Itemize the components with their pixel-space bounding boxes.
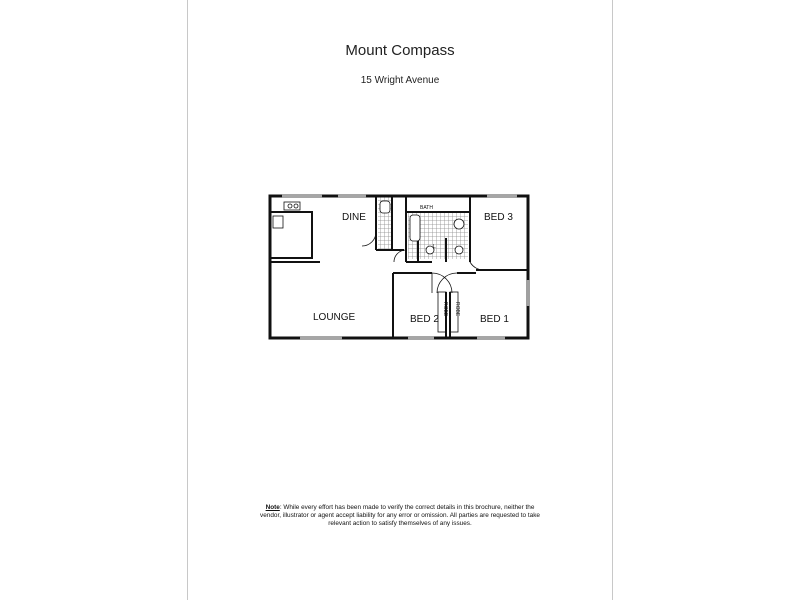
room-label-laundry: L (433, 244, 436, 250)
robe-label-bed1: ROBE (454, 302, 460, 317)
room-label-lounge: LOUNGE (313, 312, 356, 323)
room-label-bath: BATH (420, 205, 433, 211)
room-label-bed2: BED 2 (410, 314, 439, 325)
room-label-bed1: BED 1 (480, 314, 509, 325)
note-label: Note (265, 504, 280, 511)
property-address: 15 Wright Avenue (360, 75, 440, 86)
room-label-dine: DINE (342, 212, 366, 223)
property-title: Mount Compass (345, 42, 455, 59)
room-label-bed3: BED 3 (484, 212, 513, 223)
note-text: : While every effort has been made to verify the correct details in this brochure, neither the vendor, illustrator or agent accept liability for any error or omission. All parties are requested to take relevant action to satisfy themselves of any issues. (260, 504, 540, 527)
robe-label-bed2: ROBE (442, 302, 448, 317)
disclaimer-note (255, 504, 545, 528)
